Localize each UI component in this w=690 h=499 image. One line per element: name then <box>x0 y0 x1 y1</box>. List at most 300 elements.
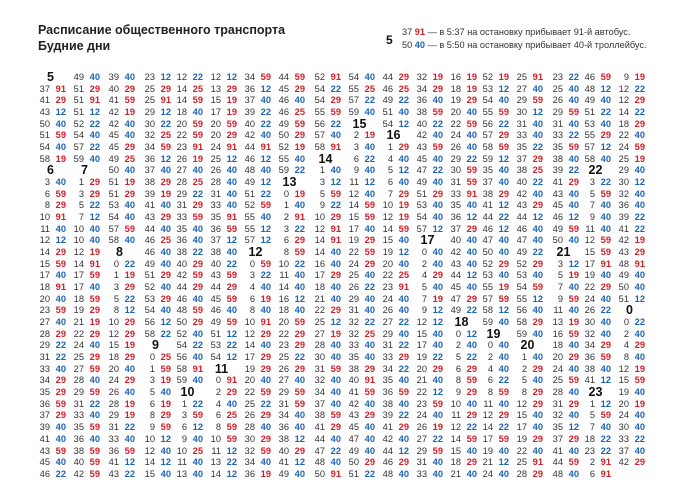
departure-minute: 0 <box>623 317 629 328</box>
departure-entry <box>69 224 105 236</box>
departure-minute: 31 <box>39 352 50 363</box>
departure-minute: 55 <box>278 153 289 164</box>
route-number: 59 <box>466 375 477 386</box>
departure-minute: 34 <box>39 375 50 386</box>
departure-entry <box>614 364 650 376</box>
route-number: 40 <box>634 422 645 433</box>
departure-entry <box>140 95 176 107</box>
departure-entry <box>274 247 310 259</box>
departure-minute: 31 <box>382 340 393 351</box>
route-number: 19 <box>89 247 100 258</box>
departure-minute: 8 <box>623 352 629 363</box>
departure-entry <box>206 142 242 154</box>
departure-entry <box>274 410 310 422</box>
route-number: 59 <box>226 433 237 444</box>
departure-entry <box>478 224 514 236</box>
route-number: 40 <box>364 352 375 363</box>
departure-minute: 0 <box>249 258 255 269</box>
route-number: 40 <box>260 305 271 316</box>
departure-minute: 40 <box>176 258 187 269</box>
hour-label: 12 <box>248 245 263 260</box>
departure-minute: 45 <box>348 422 359 433</box>
departure-minute: 41 <box>382 422 393 433</box>
route-number: 29 <box>466 457 477 468</box>
route-number: 29 <box>532 433 543 444</box>
departure-minute: 27 <box>382 317 393 328</box>
departure-minute: 43 <box>108 468 119 479</box>
route-number: 40 <box>498 398 509 409</box>
departure-entry <box>614 95 650 107</box>
departure-entry <box>35 107 71 119</box>
departure-entry <box>172 107 208 119</box>
route-number: 29 <box>330 422 341 433</box>
departure-minute: 39 <box>244 107 255 118</box>
departure-entry <box>614 387 650 399</box>
route-number: 40 <box>466 200 477 211</box>
departure-minute: 11 <box>451 410 461 421</box>
schedule-column <box>580 72 616 481</box>
route-number: 59 <box>192 270 203 281</box>
route-number: 19 <box>568 270 579 281</box>
departure-minute: 17 <box>73 270 84 281</box>
route-number: 40 <box>160 305 171 316</box>
departure-entry <box>548 294 584 306</box>
route-number: 40 <box>160 282 171 293</box>
departure-minute: 29 <box>618 165 629 176</box>
departure-entry <box>140 212 176 224</box>
departure-entry <box>172 410 208 422</box>
departure-entry <box>274 305 310 317</box>
route-number: 40 <box>294 270 305 281</box>
departure-minute: 47 <box>416 165 427 176</box>
route-number: 40 <box>532 223 543 234</box>
hour-label: 0 <box>626 303 633 318</box>
departure-entry <box>478 107 514 119</box>
route-number: 40 <box>568 363 579 374</box>
departure-minute: 52 <box>144 282 155 293</box>
departure-minute: 2 <box>455 340 461 351</box>
departure-entry <box>446 130 482 142</box>
departure-entry <box>580 189 616 201</box>
departure-minute: 12 <box>416 317 427 328</box>
departure-minute: 49 <box>244 177 255 188</box>
route-number: 12 <box>600 83 611 94</box>
departure-entry <box>104 375 140 387</box>
departure-minute: 25 <box>618 153 629 164</box>
departure-minute: 30 <box>144 118 155 129</box>
route-number: 91 <box>260 317 271 328</box>
departure-entry <box>446 352 482 364</box>
departure-minute: 39 <box>552 165 563 176</box>
departure-entry <box>412 165 448 177</box>
route-number: 40 <box>124 130 135 141</box>
route-number: 40 <box>260 212 271 223</box>
departure-entry <box>412 189 448 201</box>
departure-minute: 27 <box>176 165 187 176</box>
departure-minute: 12 <box>39 235 50 246</box>
route-number: 40 <box>532 118 543 129</box>
departure-entry <box>69 189 105 201</box>
departure-entry <box>614 84 650 96</box>
route-number: 29 <box>634 118 645 129</box>
departure-entry <box>35 84 71 96</box>
departure-minute: 10 <box>73 235 84 246</box>
departure-minute: 45 <box>108 130 119 141</box>
departure-entry <box>240 294 276 306</box>
departure-minute: 12 <box>482 410 493 421</box>
departure-entry <box>140 305 176 317</box>
route-number: 25 <box>398 270 409 281</box>
departure-minute: 49 <box>144 258 155 269</box>
route-number: 40 <box>89 282 100 293</box>
route-number: 22 <box>532 142 543 153</box>
departure-minute: 6 <box>181 422 187 433</box>
route-number: 29 <box>398 72 409 82</box>
route-number: 29 <box>294 83 305 94</box>
route-number: 22 <box>260 118 271 129</box>
departure-entry <box>412 212 448 224</box>
route-number: 59 <box>568 107 579 118</box>
departure-entry <box>104 177 140 189</box>
route-number: 22 <box>568 72 579 82</box>
route-number: 29 <box>124 352 135 363</box>
departure-entry <box>240 107 276 119</box>
departure-entry <box>412 317 448 329</box>
departure-minute: 10 <box>176 445 187 456</box>
route-number: 91 <box>600 457 611 468</box>
departure-minute: 43 <box>618 247 629 258</box>
departure-minute: 12 <box>176 72 187 82</box>
departure-minute: 17 <box>39 270 50 281</box>
departure-minute: 32 <box>348 317 359 328</box>
departure-minute: 40 <box>450 235 461 246</box>
departure-minute: 29 <box>416 445 427 456</box>
schedule-column <box>240 72 276 481</box>
page-subtitle: Будние дни <box>38 39 111 53</box>
departure-entry <box>478 387 514 399</box>
route-number: 29 <box>364 235 375 246</box>
route-number: 59 <box>260 200 271 211</box>
departure-entry <box>614 399 650 411</box>
departure-minute: 3 <box>557 258 563 269</box>
departure-entry <box>378 189 414 201</box>
schedule-column <box>310 72 346 481</box>
route-number: 40 <box>398 375 409 386</box>
route-number: 40 <box>398 328 409 339</box>
departure-minute: 15 <box>144 468 155 479</box>
departure-minute: 38 <box>144 177 155 188</box>
route-number: 22 <box>294 165 305 176</box>
departure-minute: 23 <box>39 305 50 316</box>
route-number: 40 <box>466 235 477 246</box>
schedule-column <box>274 72 310 481</box>
departure-entry <box>580 305 616 317</box>
departure-minute: 11 <box>40 223 50 234</box>
route-number: 40 <box>260 95 271 106</box>
route-number: 19 <box>192 153 203 164</box>
departure-entry <box>548 422 584 434</box>
departure-minute: 46 <box>210 305 221 316</box>
departure-minute: 12 <box>73 247 84 258</box>
departure-minute: 31 <box>210 188 221 199</box>
departure-minute: 18 <box>552 340 563 351</box>
route-number: 19 <box>294 188 305 199</box>
departure-minute: 58 <box>108 235 119 246</box>
departure-minute: 11 <box>483 398 493 409</box>
departure-minute: 56 <box>176 352 187 363</box>
route-number: 29 <box>568 433 579 444</box>
departure-minute: 11 <box>177 457 187 468</box>
departure-minute: 3 <box>78 188 84 199</box>
departure-entry <box>378 95 414 107</box>
departure-minute: 38 <box>416 107 427 118</box>
departure-minute: 4 <box>421 270 427 281</box>
departure-entry <box>310 200 346 212</box>
departure-minute: 32 <box>348 328 359 339</box>
departure-entry <box>310 130 346 142</box>
route-number: 40 <box>364 188 375 199</box>
route-number: 40 <box>330 282 341 293</box>
departure-minute: 14 <box>382 223 393 234</box>
route-number: 29 <box>634 95 645 106</box>
route-number: 40 <box>364 445 375 456</box>
departure-minute: 12 <box>450 422 461 433</box>
departure-entry <box>240 154 276 166</box>
departure-minute: 24 <box>108 375 119 386</box>
departure-minute: 41 <box>144 200 155 211</box>
route-number: 22 <box>330 445 341 456</box>
departure-minute: 14 <box>450 433 461 444</box>
departure-entry <box>614 165 650 177</box>
departure-entry <box>172 469 208 481</box>
route-number: 91 <box>330 468 341 479</box>
departure-entry <box>548 259 584 271</box>
departure-minute: 59 <box>482 317 493 328</box>
route-number: 12 <box>532 212 543 223</box>
hour-label: 23 <box>588 385 603 400</box>
route-number: 19 <box>634 72 645 82</box>
departure-minute: 20 <box>176 118 187 129</box>
departure-entry <box>172 247 208 259</box>
departure-minute: 22 <box>450 118 461 129</box>
route-number: 29 <box>55 95 66 106</box>
departure-entry <box>478 72 514 84</box>
departure-entry <box>35 422 71 434</box>
route-number: 59 <box>466 177 477 188</box>
departure-entry <box>35 130 71 142</box>
departure-entry <box>378 212 414 224</box>
departure-entry <box>274 387 310 399</box>
route-number: 40 <box>294 410 305 421</box>
departure-entry <box>35 387 71 399</box>
route-number: 12 <box>226 468 237 479</box>
departure-entry <box>378 329 414 341</box>
departure-minute: 54 <box>39 142 50 153</box>
route-number: 40 <box>568 387 579 398</box>
departure-minute: 18 <box>618 118 629 129</box>
departure-entry <box>310 434 346 446</box>
route-number: 40 <box>634 410 645 421</box>
route-number: 12 <box>226 352 237 363</box>
departure-minute: 6 <box>387 177 393 188</box>
departure-minute: 18 <box>450 83 461 94</box>
departure-minute: 17 <box>73 282 84 293</box>
route-number: 22 <box>364 153 375 164</box>
departure-minute: 33 <box>416 468 427 479</box>
departure-minute: 41 <box>584 375 595 386</box>
departure-minute: 15 <box>516 410 527 421</box>
departure-minute: 54 <box>73 130 84 141</box>
route-number: 59 <box>498 433 509 444</box>
departure-minute: 54 <box>314 83 325 94</box>
route-number: 40 <box>432 410 443 421</box>
route-number: 29 <box>498 130 509 141</box>
departure-entry <box>310 270 346 282</box>
route-number: 40 <box>226 247 237 258</box>
route-number: 19 <box>124 270 135 281</box>
departure-entry <box>104 399 140 411</box>
route-number: 25 <box>160 130 171 141</box>
route-number: 12 <box>294 433 305 444</box>
route-number: 29 <box>634 340 645 351</box>
departure-entry <box>274 294 310 306</box>
departure-minute: 58 <box>176 363 187 374</box>
departure-entry <box>412 446 448 458</box>
departure-entry <box>310 387 346 399</box>
departure-entry <box>172 177 208 189</box>
departure-minute: 27 <box>416 433 427 444</box>
route-number: 40 <box>294 422 305 433</box>
departure-entry <box>378 84 414 96</box>
departure-minute: 37 <box>618 445 629 456</box>
departure-entry <box>478 469 514 481</box>
departure-entry <box>512 457 548 469</box>
departure-entry <box>378 364 414 376</box>
departure-minute: 31 <box>516 118 527 129</box>
route-number: 40 <box>364 142 375 153</box>
schedule-column <box>344 72 380 481</box>
departure-entry <box>172 270 208 282</box>
route-number: 29 <box>89 188 100 199</box>
route-number: 40 <box>55 142 66 153</box>
departure-entry <box>206 294 242 306</box>
departure-minute: 54 <box>210 352 221 363</box>
route-number: 12 <box>160 457 171 468</box>
route-number: 12 <box>160 317 171 328</box>
route-number: 59 <box>568 223 579 234</box>
departure-entry <box>580 270 616 282</box>
departure-minute: 26 <box>382 305 393 316</box>
departure-minute: 50 <box>314 468 325 479</box>
route-number: 22 <box>364 282 375 293</box>
departure-minute: 53 <box>516 270 527 281</box>
departure-minute: 3 <box>249 270 255 281</box>
departure-entry <box>172 317 208 329</box>
route-number: 29 <box>55 410 66 421</box>
route-number: 22 <box>330 200 341 211</box>
departure-entry <box>344 422 380 434</box>
departure-entry <box>512 189 548 201</box>
departure-minute: 54 <box>382 118 393 129</box>
departure-entry <box>310 422 346 434</box>
departure-entry <box>548 457 584 469</box>
departure-minute: 25 <box>314 317 325 328</box>
departure-minute: 39 <box>144 188 155 199</box>
route-number: 29 <box>124 282 135 293</box>
route-number: 40 <box>160 468 171 479</box>
route-number: 40 <box>432 130 443 141</box>
departure-entry <box>580 457 616 469</box>
route-number: 91 <box>634 258 645 269</box>
departure-minute: 18 <box>314 282 325 293</box>
departure-entry <box>512 107 548 119</box>
departure-minute: 15 <box>382 235 393 246</box>
route-number: 12 <box>600 142 611 153</box>
departure-minute: 6 <box>353 153 359 164</box>
departure-entry <box>206 130 242 142</box>
departure-entry <box>548 107 584 119</box>
departure-entry <box>206 434 242 446</box>
departure-minute: 10 <box>108 317 119 328</box>
legend-text: — в 5:50 на остановку прибывает 40-й троллейбус. <box>427 40 647 50</box>
departure-entry <box>206 422 242 434</box>
route-number: 40 <box>600 118 611 129</box>
departure-entry <box>548 434 584 446</box>
departure-minute: 30 <box>516 107 527 118</box>
route-number: 59 <box>364 247 375 258</box>
departure-entry <box>378 270 414 282</box>
route-number: 40 <box>55 457 66 468</box>
route-number: 40 <box>498 445 509 456</box>
departure-minute: 6 <box>487 375 493 386</box>
departure-entry <box>274 457 310 469</box>
departure-minute: 37 <box>552 433 563 444</box>
schedule-column <box>69 72 105 481</box>
route-number: 22 <box>600 107 611 118</box>
departure-entry <box>172 457 208 469</box>
route-number: 29 <box>466 387 477 398</box>
route-number: 40 <box>568 200 579 211</box>
departure-minute: 18 <box>584 433 595 444</box>
departure-entry <box>580 399 616 411</box>
departure-entry <box>344 410 380 422</box>
departure-minute: 59 <box>348 107 359 118</box>
departure-minute: 15 <box>416 328 427 339</box>
route-number: 40 <box>192 293 203 304</box>
departure-entry <box>378 259 414 271</box>
departure-entry <box>548 130 584 142</box>
departure-minute: 20 <box>618 398 629 409</box>
departure-entry <box>274 469 310 481</box>
departure-minute: 28 <box>552 387 563 398</box>
route-number: 22 <box>330 83 341 94</box>
departure-entry <box>274 434 310 446</box>
route-number: 59 <box>294 247 305 258</box>
departure-entry <box>548 142 584 154</box>
departure-minute: 51 <box>416 188 427 199</box>
route-number: 29 <box>634 247 645 258</box>
route-number: 40 <box>294 282 305 293</box>
departure-minute: 27 <box>314 328 325 339</box>
departure-entry <box>478 154 514 166</box>
departure-entry <box>240 329 276 341</box>
departure-entry <box>344 235 380 247</box>
route-number: 59 <box>498 293 509 304</box>
departure-minute: 44 <box>552 457 563 468</box>
route-number: 91 <box>600 468 611 479</box>
route-number: 40 <box>634 387 645 398</box>
route-number: 22 <box>634 317 645 328</box>
